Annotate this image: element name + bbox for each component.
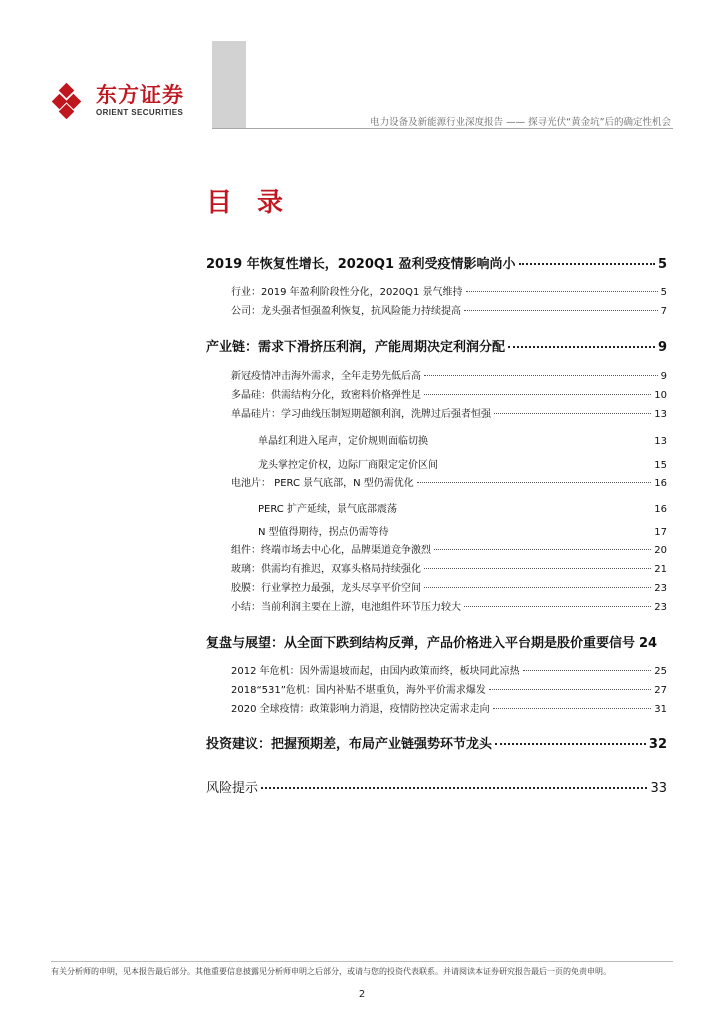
toc-entry-page: 27 <box>654 685 667 696</box>
toc-entry-covid-demand[interactable] <box>231 367 667 382</box>
toc-entry-label: 组件：终端市场去中心化，品牌渠道竞争激烈 <box>231 545 431 556</box>
toc-entry-label: 产业链：需求下滑挤压利润，产能周期决定利润分配 <box>206 340 506 355</box>
toc-entry-section-4[interactable] <box>206 733 667 752</box>
toc-entry-page: 23 <box>654 583 667 594</box>
toc-entry-wafer-dividend[interactable] <box>258 432 667 447</box>
toc-entry-label: 2020 全球疫情：政策影响力消退，疫情防控决定需求走向 <box>231 704 490 715</box>
toc-entry-page: 23 <box>654 602 667 613</box>
toc-entry-label: 风险提示 <box>206 781 259 796</box>
report-title: 电力设备及新能源行业深度报告 —— 探寻光伏“黄金坑”后的确定性机会 <box>370 117 671 128</box>
toc-entry-glass[interactable] <box>231 560 667 575</box>
toc-entry-label: 行业：2019 年盈利阶段性分化，2020Q1 景气维持 <box>231 287 463 298</box>
toc-entry-perc[interactable] <box>258 500 667 515</box>
toc-entry-label: 公司：龙头强者恒强盈利恢复，抗风险能力持续提高 <box>231 306 461 317</box>
leader-dots <box>424 375 658 376</box>
toc-entry-wafer[interactable] <box>231 405 667 420</box>
toc-entry-module[interactable] <box>231 541 667 556</box>
leader-dots <box>523 670 652 671</box>
toc-entry-label: 多晶硅：供需结构分化，致密料价格弹性足 <box>231 390 421 401</box>
toc-entry-page: 9 <box>657 340 667 355</box>
toc-entry-page: 33 <box>650 781 667 796</box>
leader-dots <box>424 587 651 588</box>
toc-entry-company[interactable] <box>231 302 667 317</box>
leader-dots <box>464 310 658 311</box>
toc-entry-page: 13 <box>654 409 667 420</box>
leader-dots <box>434 549 651 550</box>
toc-entry-cell[interactable] <box>231 474 667 489</box>
toc-entry-page: 25 <box>654 666 667 677</box>
toc-entry-page: 5 <box>657 257 667 272</box>
toc-entry-label: 投资建议：把握预期差，布局产业链强势环节龙头 <box>206 737 493 752</box>
leader-dots <box>261 787 647 789</box>
toc-entry-summary[interactable] <box>231 598 667 613</box>
toc-entry-label: 复盘与展望：从全面下跌到结构反弹，产品价格进入平台期是股价重要信号 <box>206 636 636 651</box>
footer-disclaimer: 有关分析师的申明，见本报告最后部分。其他重要信息披露见分析师申明之后部分，或请与您的投资代表联系。并请阅读本证券研究报告最后一页的免责申明。 <box>51 967 611 976</box>
header-decoration-bar <box>212 41 246 128</box>
leader-dots <box>464 606 651 607</box>
toc-title: 目 录 <box>206 188 292 218</box>
toc-entry-section-1[interactable] <box>206 253 667 272</box>
toc-entry-page: 9 <box>660 371 667 382</box>
toc-entry-page: 20 <box>654 545 667 556</box>
toc-entry-label: 单晶红利进入尾声，定价规则面临切换 <box>258 436 428 447</box>
leader-dots <box>493 708 652 709</box>
toc-entry-label: 玻璃：供需均有推迟，双寡头格局持续强化 <box>231 564 421 575</box>
leader-dots <box>417 482 651 483</box>
toc-entry-label: 小结：当前利润主要在上游，电池组件环节压力较大 <box>231 602 461 613</box>
header-divider <box>212 128 673 129</box>
toc-entry-industry[interactable] <box>231 283 667 298</box>
toc-entry-page: 10 <box>654 390 667 401</box>
toc-entry-page: 5 <box>660 287 667 298</box>
toc-entry-crisis-2012[interactable] <box>231 662 667 677</box>
leader-dots <box>495 743 646 745</box>
logo-diamond-icon <box>52 83 88 119</box>
leader-dots <box>424 394 651 395</box>
toc-entry-page: 21 <box>654 564 667 575</box>
toc-entry-covid-2020[interactable] <box>231 700 667 715</box>
toc-entry-section-3[interactable] <box>206 632 667 651</box>
logo-english-text: ORIENT SECURITIES <box>96 108 184 117</box>
toc-entry-n-type[interactable] <box>258 523 667 538</box>
toc-entry-label: PERC 扩产延续，景气底部震荡 <box>258 504 397 515</box>
toc-entry-label: 2019 年恢复性增长，2020Q1 盈利受疫情影响尚小 <box>206 257 516 272</box>
toc-entry-label: 胶膜：行业掌控力最强，龙头尽享平价空间 <box>231 583 421 594</box>
toc-entry-page: 31 <box>654 704 667 715</box>
toc-entry-label: 2018“531”危机：国内补贴不堪重负，海外平价需求爆发 <box>231 685 486 696</box>
toc-entry-label: N 型值得期待，拐点仍需等待 <box>258 527 389 538</box>
toc-entry-page: 7 <box>660 306 667 317</box>
leader-dots <box>508 346 655 348</box>
leader-dots <box>494 413 651 414</box>
toc-entry-label: 单晶硅片：学习曲线压制短期超额利润，洗牌过后强者恒强 <box>231 409 491 420</box>
page-number: 2 <box>358 989 366 1000</box>
toc-entry-page: 32 <box>648 737 667 752</box>
leader-dots <box>489 689 651 690</box>
toc-entry-page: 16 <box>654 504 667 515</box>
toc-entry-wafer-pricing[interactable] <box>258 456 667 471</box>
leader-dots <box>519 263 655 265</box>
orient-securities-logo <box>52 79 202 123</box>
toc-entry-page: 16 <box>654 478 667 489</box>
toc-entry-label: 龙头掌控定价权，边际厂商限定定价区间 <box>258 460 438 471</box>
toc-entry-section-2[interactable] <box>206 336 667 355</box>
toc-entry-label: 电池片： PERC 景气底部，N 型仍需优化 <box>231 478 414 489</box>
footer-divider <box>51 961 673 962</box>
logo-chinese-text: 东方证券 <box>96 83 184 107</box>
toc-entry-crisis-531[interactable] <box>231 681 667 696</box>
toc-entry-page: 13 <box>654 436 667 447</box>
toc-entry-page: 17 <box>654 527 667 538</box>
toc-entry-polysilicon[interactable] <box>231 386 667 401</box>
toc-entry-film[interactable] <box>231 579 667 594</box>
toc-entry-page: 24 <box>639 636 658 651</box>
toc-entry-label: 2012 年危机：因外需退坡而起，由国内政策而终，板块同此凉热 <box>231 666 520 677</box>
toc-entry-section-5[interactable] <box>206 777 667 796</box>
leader-dots <box>424 568 651 569</box>
leader-dots <box>466 291 658 292</box>
toc-entry-label: 新冠疫情冲击海外需求，全年走势先低后高 <box>231 371 421 382</box>
toc-entry-page: 15 <box>654 460 667 471</box>
